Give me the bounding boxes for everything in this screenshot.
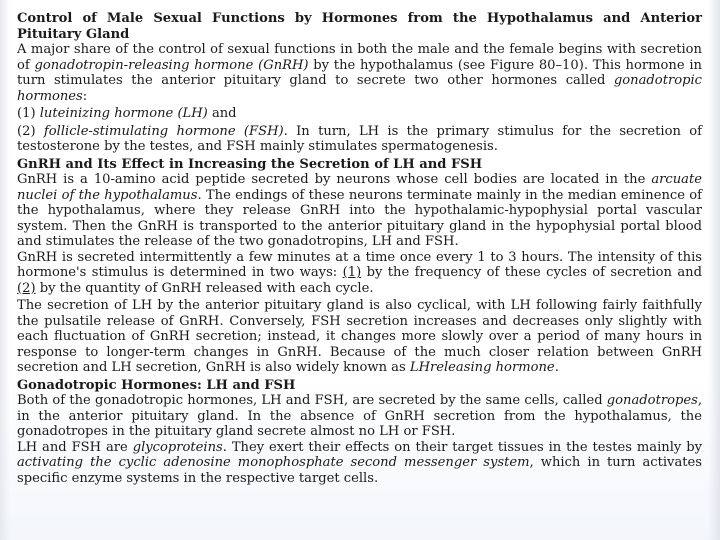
paragraph-glycoproteins: LH and FSH are glycoproteins. They exert their effects on their target tissues in the testes mainly by activating the cyclic adenosine monophosphate second messenger system, which in turn activates specific enzyme systems in the respective target cells. <box>17 439 702 486</box>
list-item-lh: (1) luteinizing hormone (LH) and <box>17 106 237 121</box>
section-heading-gonadotropic: Gonadotropic Hormones: LH and FSH <box>17 377 296 393</box>
paragraph-gnrh-intermittent: GnRH is secreted intermittently a few minutes at a time once every 1 to 3 hours. The intensity of this hormone's stimulus is determined in two ways: (1) by the frequency of these cycles of secretion and (2) by the quantity of GnRH released with each cycle. <box>17 249 702 296</box>
paragraph-lh-secretion: The secretion of LH by the anterior pituitary gland is also cyclical, with LH following fairly faithfully the pulsatile release of GnRH. Conversely, FSH secretion increases and decreases only slightly with each fluctuation of GnRH secretion; instead, it changes more slowly over a period of many hours in response to longer-term changes in GnRH. Because of the much closer relation between GnRH secretion and LH secretion, GnRH is also widely known as LHreleasing hormone. <box>17 298 702 375</box>
section-heading-gnrh: GnRH and Its Effect in Increasing the Secretion of LH and FSH <box>17 156 483 172</box>
slide-body <box>17 11 702 486</box>
paragraph-intro: A major share of the control of sexual functions in both the male and the female begins with secretion of gonadotropin-releasing hormone (GnRH) by the hypothalamus (see Figure 80–10). This hormone in turn stimulates the anterior pituitary gland to secrete two other hormones called gonadotropic hormones: <box>17 42 702 104</box>
paragraph-gonadotropes: Both of the gonadotropic hormones, LH and FSH, are secreted by the same cells, called gonadotropes, in the anterior pituitary gland. In the absence of GnRH secretion from the hypothalamus, the gonadotropes in the pituitary gland secrete almost no LH or FSH. <box>17 393 702 439</box>
left-edge-shadow <box>0 0 10 540</box>
slide-title: Control of Male Sexual Functions by Hormones from the Hypothalamus and Anterior Pituitary Gland <box>17 11 702 42</box>
paragraph-gnrh-peptide: GnRH is a 10-amino acid peptide secreted by neurons whose cell bodies are located in the arcuate nuclei of the hypothalamus. The endings of these neurons terminate mainly in the median eminence of the hypothalamus, where they release GnRH into the hypothalamic-hypophysial portal vascular system. Then the GnRH is transported to the anterior pituitary gland in the hypophysial portal blood and stimulates the release of the two gonadotropins, LH and FSH. <box>17 172 702 249</box>
right-edge-shadow <box>708 0 720 540</box>
list-item-fsh: (2) follicle-stimulating hormone (FSH). In turn, LH is the primary stimulus for the secretion of testosterone by the testes, and FSH mainly stimulates spermatogenesis. <box>17 123 702 154</box>
